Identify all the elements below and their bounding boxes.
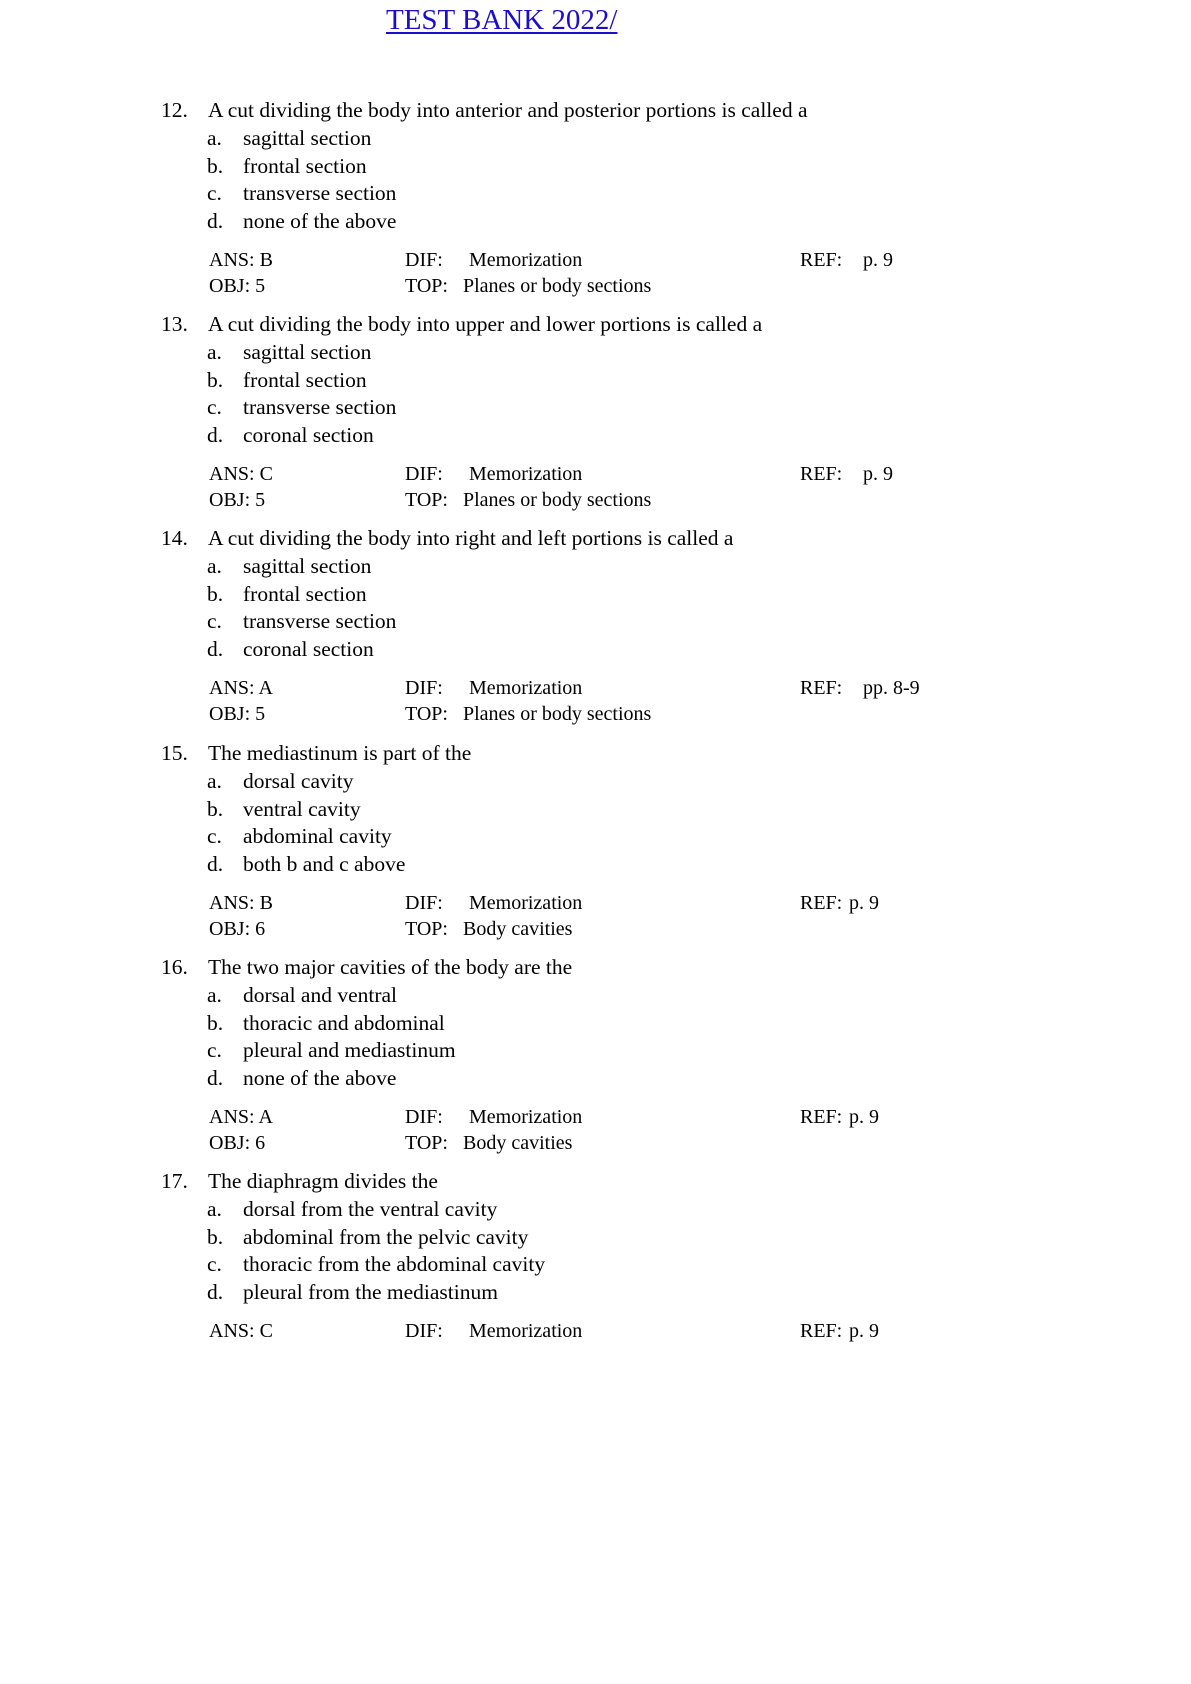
option-letter: b. [207,581,224,606]
option-text: abdominal from the pelvic cavity [243,1224,529,1249]
question-text: A cut dividing the body into upper and lower portions is called a [208,312,763,336]
answer-options [161,125,1141,235]
option-text: abdominal cavity [243,824,392,849]
option-letter: c. [207,824,222,849]
answer-option-a [161,768,1141,796]
topic-label: TOP: [405,1132,448,1155]
option-text: dorsal cavity [243,769,354,793]
answer-key: ANS: B [209,249,273,272]
topic-label: TOP: [405,918,448,941]
question-metadata [161,1318,1141,1344]
option-letter: d. [207,851,224,876]
metadata-row-ans [161,461,1141,487]
option-letter: c. [207,1038,222,1063]
option-letter: a. [207,554,222,578]
metadata-row-obj [161,701,1141,727]
metadata-row-ans [161,675,1141,701]
question-number: 15. [161,741,188,765]
answer-option-c [161,180,1141,208]
difficulty-value: Memorization [469,1320,583,1343]
question-text: The two major cavities of the body are the [208,955,573,979]
option-letter: a. [207,983,222,1007]
answer-option-d [161,636,1141,664]
topic-label: TOP: [405,275,448,298]
option-letter: c. [207,609,222,634]
answer-option-b [161,1010,1141,1038]
option-letter: d. [207,1279,224,1304]
difficulty-label: DIF: [405,677,443,700]
question-text: The diaphragm divides the [208,1169,438,1193]
option-text: pleural and mediastinum [243,1038,456,1063]
answer-option-b [161,367,1141,395]
reference-value: pp. 8-9 [863,677,920,700]
answer-option-d [161,1279,1141,1307]
metadata-row-obj [161,1130,1141,1156]
option-letter: b. [207,367,224,392]
answer-option-c [161,823,1141,851]
option-letter: b. [207,1010,224,1035]
topic-value: Planes or body sections [463,275,652,298]
difficulty-value: Memorization [469,463,583,486]
objective: OBJ: 6 [209,1132,266,1155]
question-14 [161,523,1141,727]
answer-option-b [161,1224,1141,1252]
test-bank-header-link[interactable]: TEST BANK 2022/ [386,4,618,36]
answer-option-b [161,796,1141,824]
option-text: transverse section [243,395,397,420]
question-stem [161,523,1141,553]
answer-option-d [161,851,1141,879]
question-metadata [161,1104,1141,1156]
question-stem [161,952,1141,982]
answer-options [161,1196,1141,1306]
question-stem [161,1166,1141,1196]
answer-key: ANS: C [209,463,273,486]
question-metadata [161,890,1141,942]
option-text: transverse section [243,609,397,634]
topic-value: Planes or body sections [463,489,652,512]
difficulty-value: Memorization [469,1106,583,1129]
metadata-row-ans [161,1318,1141,1344]
reference-value: p. 9 [849,1106,879,1129]
difficulty-value: Memorization [469,892,583,915]
question-metadata [161,461,1141,513]
objective: OBJ: 6 [209,918,266,941]
answer-options [161,339,1141,449]
question-text: A cut dividing the body into anterior and posterior portions is called a [208,98,808,122]
option-letter: b. [207,153,224,178]
reference-value: p. 9 [849,892,879,915]
answer-key: ANS: A [209,1106,273,1129]
reference-value: p. 9 [849,1320,879,1343]
objective: OBJ: 5 [209,489,266,512]
option-text: transverse section [243,181,397,206]
question-number: 14. [161,526,188,550]
reference-value: p. 9 [863,463,893,486]
answer-option-d [161,208,1141,236]
answer-option-a [161,553,1141,581]
option-letter: a. [207,769,222,793]
option-text: sagittal section [243,340,372,364]
answer-option-a [161,1196,1141,1224]
question-number: 13. [161,312,188,336]
answer-options [161,553,1141,663]
answer-options [161,982,1141,1092]
topic-value: Body cavities [463,1132,573,1155]
answer-option-b [161,153,1141,181]
option-text: frontal section [243,153,367,178]
option-letter: c. [207,1252,222,1277]
reference-label: REF: [800,463,843,486]
question-15 [161,738,1141,942]
question-metadata [161,247,1141,299]
option-text: frontal section [243,581,367,606]
question-number: 17. [161,1169,188,1193]
difficulty-label: DIF: [405,1106,443,1129]
objective: OBJ: 5 [209,275,266,298]
difficulty-label: DIF: [405,892,443,915]
option-text: thoracic and abdominal [243,1010,445,1035]
question-17 [161,1166,1141,1344]
reference-label: REF: [800,249,843,272]
option-text: dorsal from the ventral cavity [243,1197,498,1221]
reference-label: REF: [800,677,843,700]
option-letter: d. [207,636,224,661]
answer-option-d [161,422,1141,450]
option-text: coronal section [243,422,374,447]
question-text: A cut dividing the body into right and left portions is called a [208,526,734,550]
question-number: 12. [161,98,188,122]
answer-options [161,768,1141,878]
option-letter: b. [207,1224,224,1249]
answer-option-c [161,394,1141,422]
option-letter: d. [207,422,224,447]
answer-key: ANS: C [209,1320,273,1343]
option-letter: c. [207,181,222,206]
answer-option-c [161,608,1141,636]
option-letter: c. [207,395,222,420]
answer-key: ANS: A [209,677,273,700]
option-text: sagittal section [243,126,372,150]
reference-label: REF: [800,1106,843,1129]
option-letter: a. [207,126,222,150]
answer-option-d [161,1065,1141,1093]
reference-label: REF: [800,1320,843,1343]
option-letter: d. [207,208,224,233]
reference-label: REF: [800,892,843,915]
option-text: ventral cavity [243,796,361,821]
option-text: none of the above [243,1065,397,1090]
option-letter: b. [207,796,224,821]
metadata-row-ans [161,890,1141,916]
difficulty-value: Memorization [469,249,583,272]
answer-option-a [161,339,1141,367]
option-text: sagittal section [243,554,372,578]
option-text: frontal section [243,367,367,392]
question-12 [161,95,1141,299]
difficulty-label: DIF: [405,249,443,272]
metadata-row-ans [161,247,1141,273]
question-metadata [161,675,1141,727]
objective: OBJ: 5 [209,703,266,726]
question-stem [161,738,1141,768]
option-letter: a. [207,340,222,364]
answer-key: ANS: B [209,892,273,915]
topic-label: TOP: [405,489,448,512]
answer-option-c [161,1037,1141,1065]
question-text: The mediastinum is part of the [208,741,472,765]
topic-value: Planes or body sections [463,703,652,726]
metadata-row-ans [161,1104,1141,1130]
option-letter: a. [207,1197,222,1221]
answer-option-a [161,125,1141,153]
question-16 [161,952,1141,1156]
difficulty-value: Memorization [469,677,583,700]
option-text: dorsal and ventral [243,983,398,1007]
answer-option-b [161,581,1141,609]
option-text: pleural from the mediastinum [243,1279,498,1304]
difficulty-label: DIF: [405,1320,443,1343]
reference-value: p. 9 [863,249,893,272]
answer-option-a [161,982,1141,1010]
question-stem [161,309,1141,339]
question-13 [161,309,1141,513]
question-stem [161,95,1141,125]
metadata-row-obj [161,487,1141,513]
topic-value: Body cavities [463,918,573,941]
option-text: coronal section [243,636,374,661]
topic-label: TOP: [405,703,448,726]
question-number: 16. [161,955,188,979]
metadata-row-obj [161,273,1141,299]
option-text: thoracic from the abdominal cavity [243,1252,546,1277]
difficulty-label: DIF: [405,463,443,486]
option-text: none of the above [243,208,397,233]
option-letter: d. [207,1065,224,1090]
option-text: both b and c above [243,851,406,876]
answer-option-c [161,1251,1141,1279]
metadata-row-obj [161,916,1141,942]
